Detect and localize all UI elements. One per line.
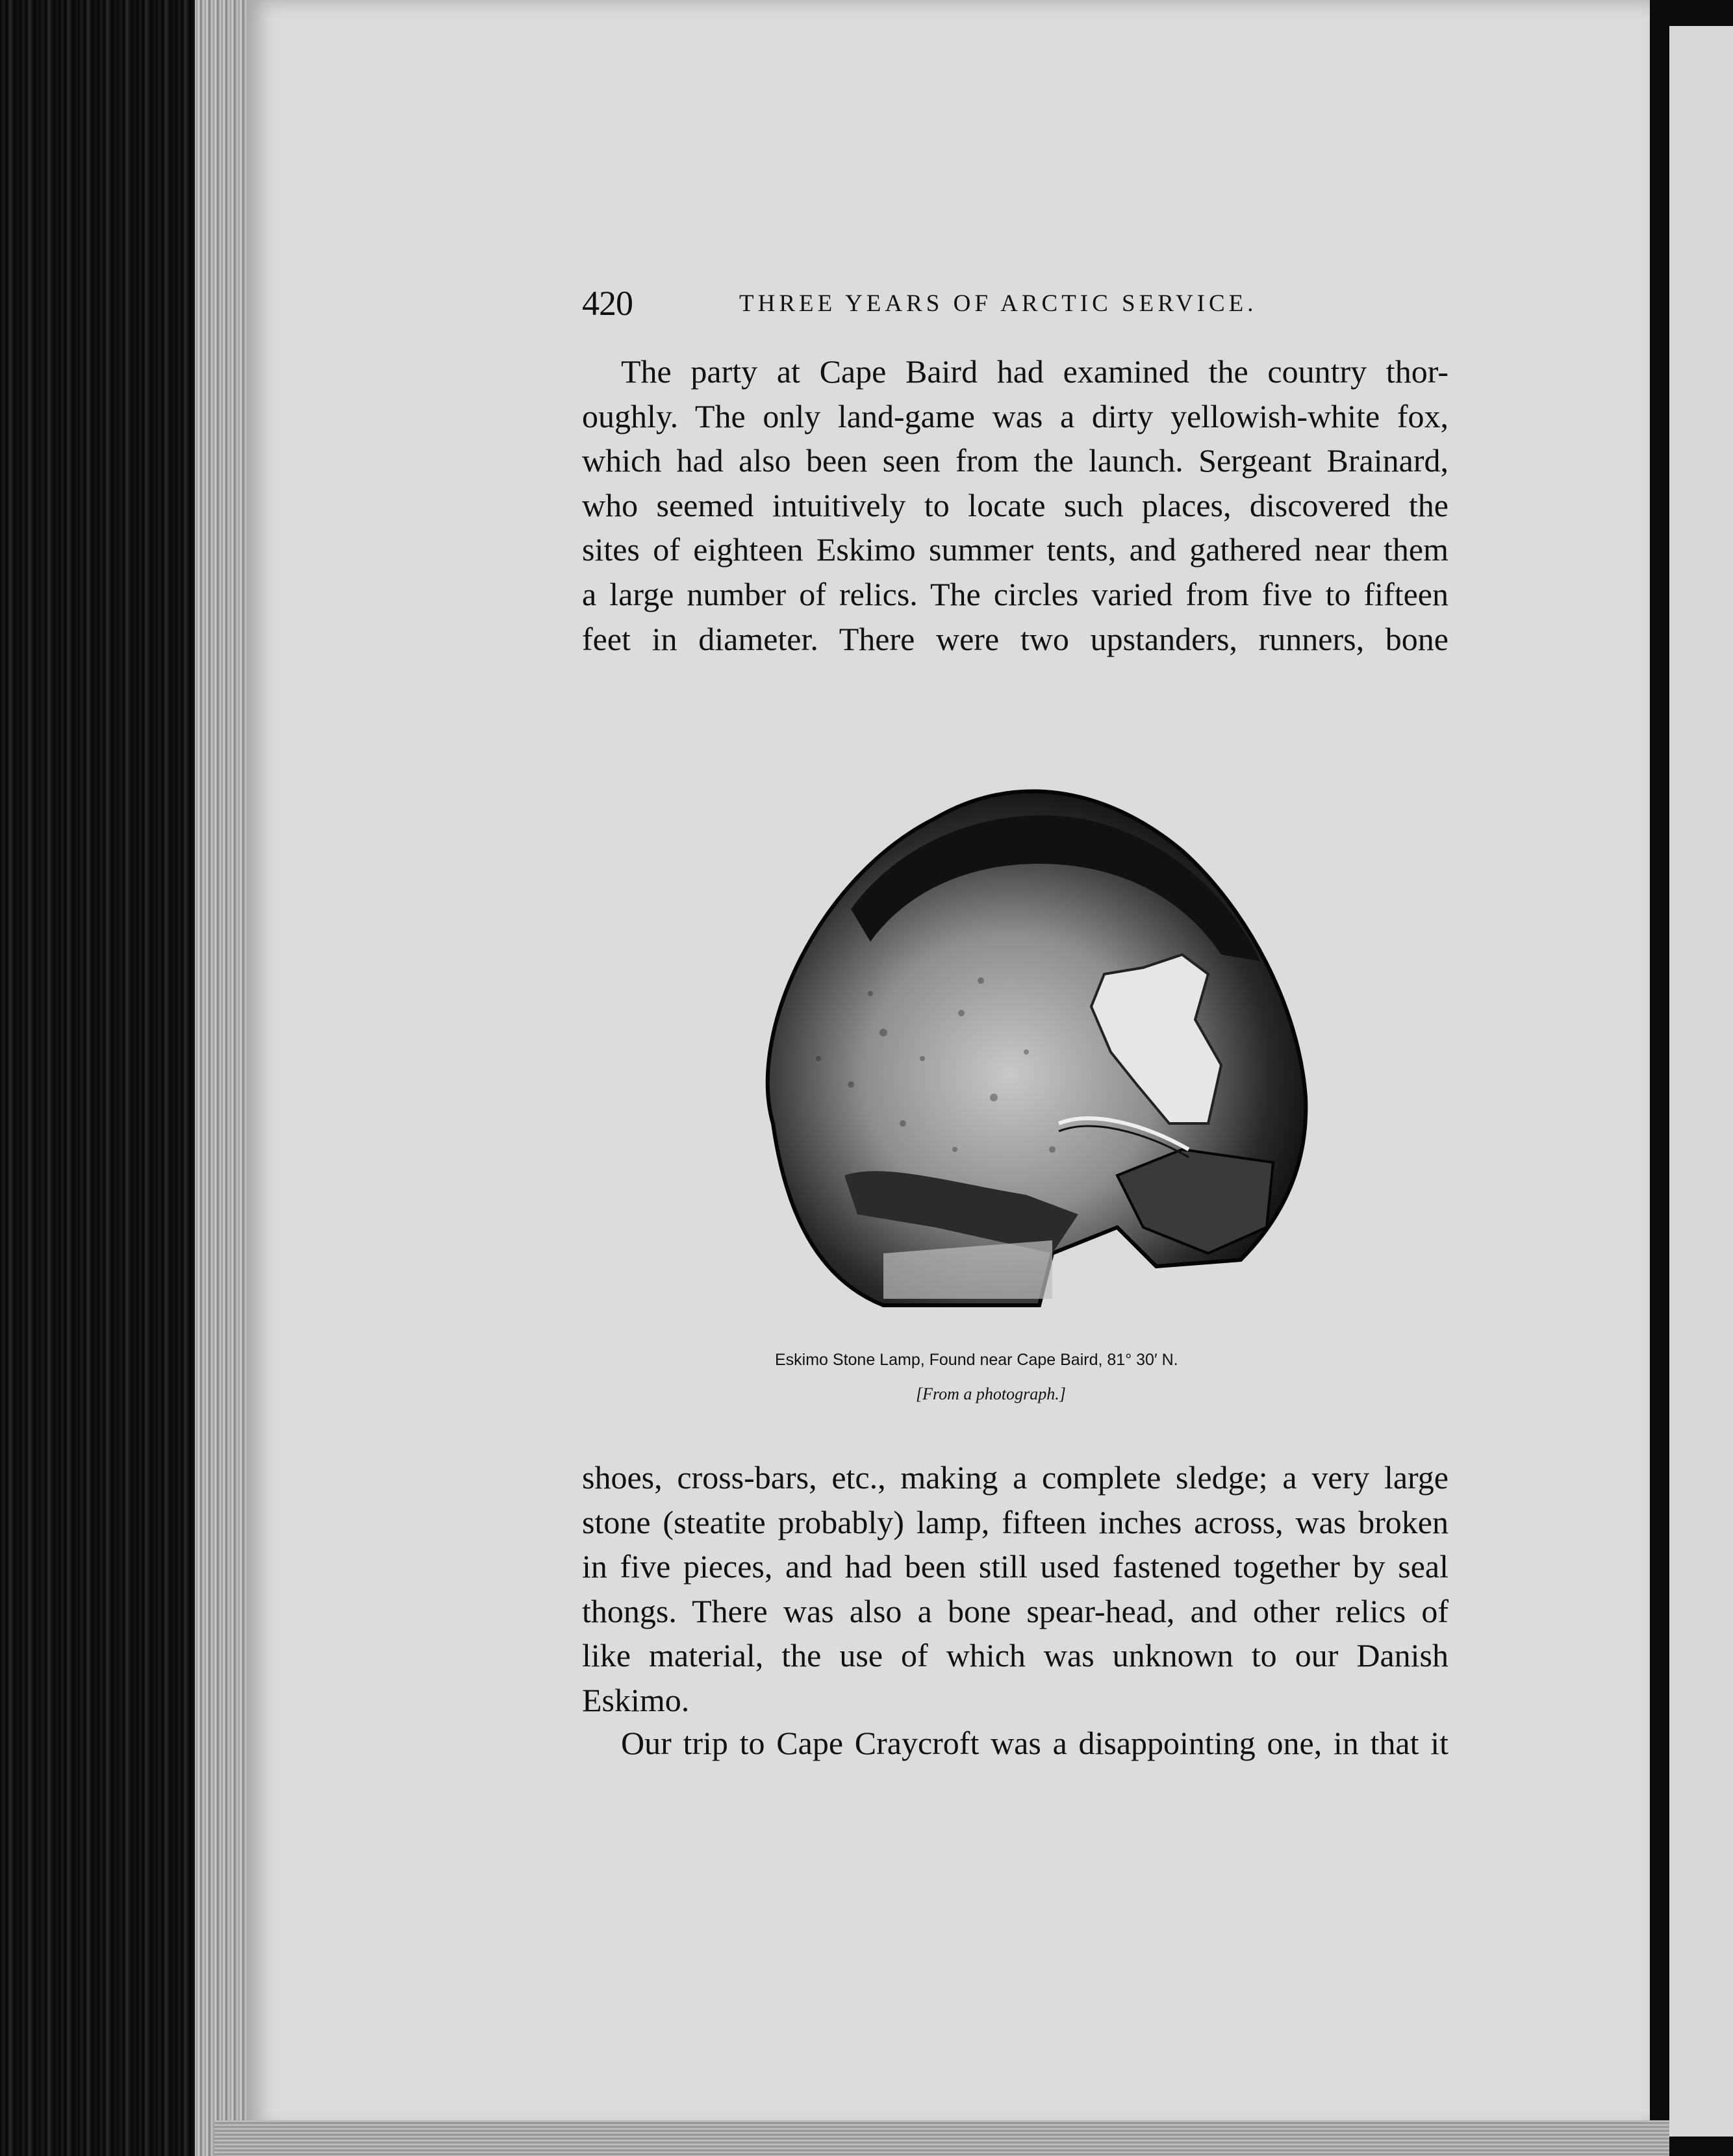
running-title: THREE YEARS OF ARCTIC SERVICE. <box>739 290 1258 317</box>
text-line: which had also been seen from the launch. Sergeant Brainard, <box>582 442 1448 479</box>
text-line: thongs. There was also a bone spear-head, and other relics of <box>582 1592 1448 1629</box>
text-line: in five pieces, and had been still used fastened together by seal <box>582 1548 1448 1585</box>
text-line: feet in diameter. There were two upstanders, runners, bone <box>582 620 1448 657</box>
paragraph-3 <box>582 1721 1448 1766</box>
text-line: oughly. The only land-game was a dirty yellowish-white fox, <box>582 397 1448 434</box>
figure-caption: Eskimo Stone Lamp, Found near Cape Baird, 81° 30′ N. <box>775 1351 1178 1369</box>
page-edges <box>195 0 253 2156</box>
paragraph-2 <box>582 1455 1448 1723</box>
page-gutter <box>1650 0 1669 2156</box>
stone-lamp-image <box>689 760 1338 1318</box>
text-line: a large number of relics. The circles varied from five to fifteen <box>582 575 1448 612</box>
book-spine <box>0 0 214 2156</box>
text-line: stone (steatite probably) lamp, fifteen inches across, was broken <box>582 1503 1448 1540</box>
bottom-page-edges <box>214 2120 1669 2156</box>
page-number: 420 <box>582 284 633 323</box>
text-line: Eskimo. <box>582 1681 690 1718</box>
next-page-edge <box>1669 26 1733 2137</box>
paragraph-1 <box>582 349 1448 661</box>
text-line: The party at Cape Baird had examined the country thor- <box>621 353 1448 390</box>
text-line: like material, the use of which was unknown to our Danish <box>582 1637 1448 1674</box>
figure-credit: [From a photograph.] <box>916 1385 1066 1403</box>
text-line: Our trip to Cape Craycroft was a disappointing one, in that it <box>621 1725 1448 1761</box>
text-line: who seemed intuitively to locate such places, discovered the <box>582 486 1448 523</box>
stone-lamp-illustration <box>689 760 1338 1318</box>
running-head <box>582 283 1297 329</box>
text-line: sites of eighteen Eskimo summer tents, and gathered near them <box>582 531 1448 568</box>
text-line: shoes, cross-bars, etc., making a complete sledge; a very large <box>582 1459 1448 1496</box>
